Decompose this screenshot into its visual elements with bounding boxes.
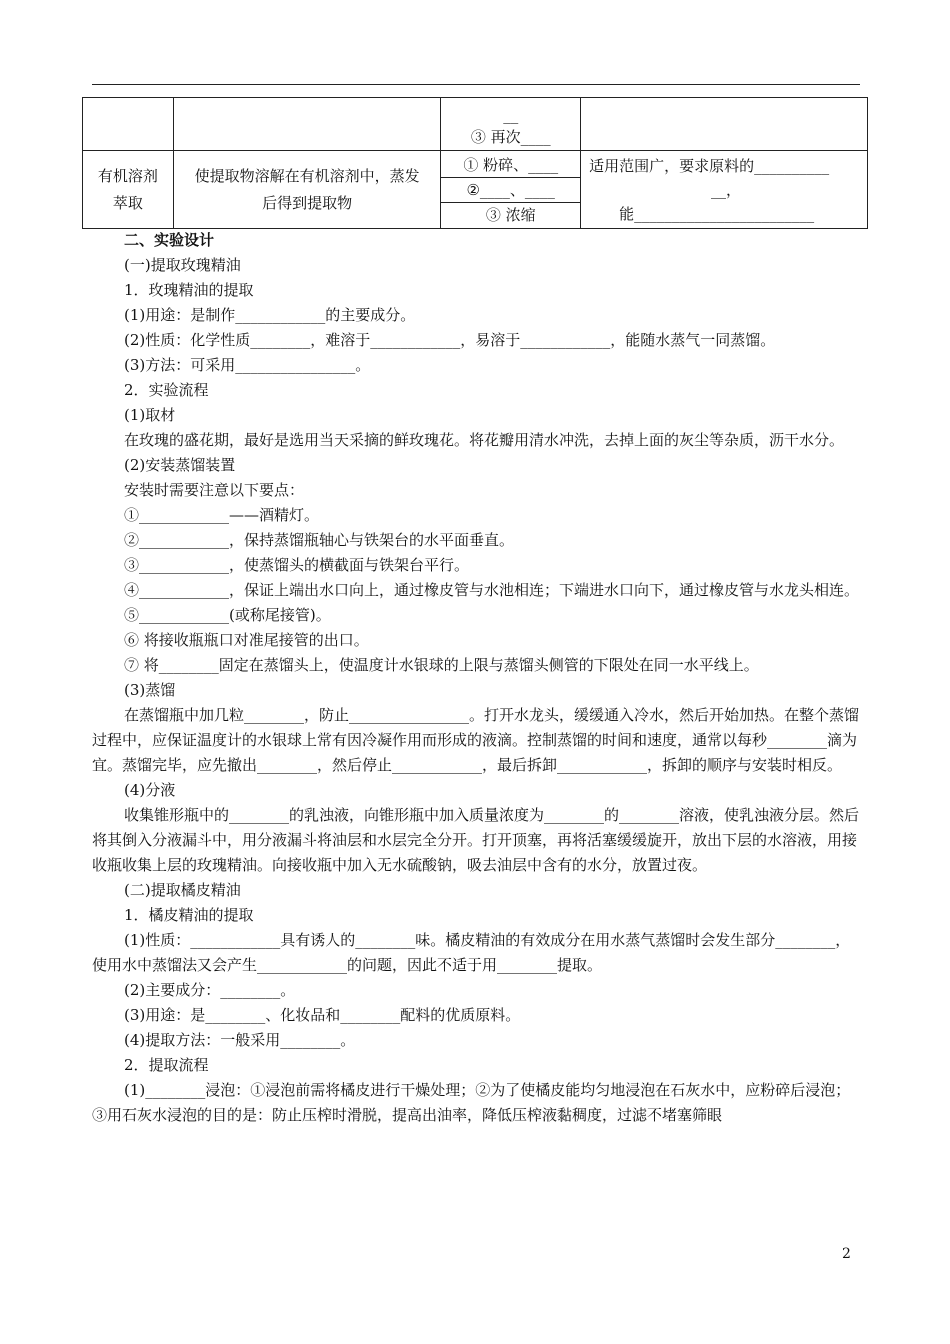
- text-line: ⑦ 将________固定在蒸馏头上，使温度计水银球的上限与蒸馏头侧管的下限处在同一水平线上。: [124, 656, 759, 674]
- text-line: (3)方法：可采用________________。: [124, 356, 371, 374]
- note-text: __，: [711, 180, 742, 199]
- text-line: ①____________——酒精灯。: [124, 506, 320, 524]
- method-table: [82, 97, 868, 229]
- text-line: (2)主要成分：________。: [124, 981, 296, 999]
- text-line: ③____________，使蒸馏头的横截面与铁架台平行。: [124, 556, 470, 574]
- text-line: (1)取材: [124, 406, 176, 424]
- paragraph: (1)性质：____________具有诱人的________味。橘皮精油的有效成分在用水蒸气蒸馏时会发生部分________，使用水中蒸馏法又会产生____________的问题，因此不适于用________提取。: [92, 931, 851, 974]
- text-line: ⑥ 将接收瓶瓶口对准尾接管的出口。: [124, 631, 369, 649]
- text-line: (2)安装蒸馏装置: [124, 456, 236, 474]
- text-line: (4)提取方法：一般采用________。: [124, 1031, 356, 1049]
- text-line: (3)用途：是________、化妆品和________配料的优质原料。: [124, 1006, 521, 1024]
- table-row: [83, 98, 868, 151]
- paragraph: ④____________，保证上端出水口向上，通过橡皮管与水池相连；下端进水口向下，通过橡皮管与水龙头相连。: [124, 581, 860, 599]
- text-line: (3)蒸馏: [124, 681, 176, 699]
- step-item: ②____、____: [441, 178, 580, 203]
- page-number: 2: [842, 1246, 851, 1262]
- table-cell-text: ③ 再次____: [470, 128, 551, 146]
- text-line: (1)用途：是制作____________的主要成分。: [124, 306, 416, 324]
- subsection-heading: (二)提取橘皮精油: [124, 881, 241, 899]
- section-heading: 二、实验设计: [124, 231, 215, 249]
- text-line: (2)性质：化学性质________，难溶于____________，易溶于____________，能随水蒸气一同蒸馏。: [124, 331, 776, 349]
- step-item: ① 粉碎、____: [441, 153, 580, 178]
- text-line: (4)分液: [124, 781, 176, 799]
- method-name: 有机溶剂: [97, 166, 158, 185]
- note-text: 适用范围广，要求原料的__________: [589, 156, 830, 175]
- text-line: 1．玫瑰精油的提取: [124, 281, 254, 299]
- document-body: [92, 228, 860, 1128]
- method-name: 萃取: [112, 193, 143, 212]
- header-rule: [92, 84, 860, 85]
- text-line: 2．提取流程: [124, 1056, 209, 1074]
- text-line: 2．实验流程: [124, 381, 209, 399]
- paragraph: 收集锥形瓶中的________的乳浊液，向锥形瓶中加入质量浓度为________的________溶液，使乳浊液分层。然后将其倒入分液漏斗中，用分液漏斗将油层和水层完全分开。打开顶塞，再将活塞缓缓旋开，放出下层的水溶液，用接收瓶收集上层的玫瑰精油。向接收瓶中加入无水硫酸钠，吸去油层中含有的水分，放置过夜。: [92, 806, 860, 874]
- note-text: 能________________________: [619, 204, 815, 223]
- table-row: [83, 151, 868, 229]
- text-line: 1．橘皮精油的提取: [124, 906, 254, 924]
- text-line: ⑤____________(或称尾接管)。: [124, 606, 331, 624]
- paragraph: (1)________浸泡：①浸泡前需将橘皮进行干燥处理；②为了使橘皮能均匀地浸泡在石灰水中，应粉碎后浸泡；③用石灰水浸泡的目的是：防止压榨时滑脱，提高出油率，降低压榨液黏稠度，过滤不堵塞筛眼: [92, 1081, 851, 1124]
- table-cell-text: __: [503, 106, 519, 124]
- paragraph: 在玫瑰的盛花期，最好是选用当天采摘的鲜玫瑰花。将花瓣用清水冲洗，去掉上面的灰尘等杂质，沥干水分。: [124, 431, 845, 449]
- principle-text: 使提取物溶解在有机溶剂中，蒸发: [194, 166, 420, 185]
- text-line: 安装时需要注意以下要点：: [124, 481, 305, 499]
- text-line: ②____________，保持蒸馏瓶轴心与铁架台的水平面垂直。: [124, 531, 515, 549]
- step-item: ③ 浓缩: [485, 205, 536, 224]
- subsection-heading: (一)提取玫瑰精油: [124, 256, 241, 274]
- principle-text: 后得到提取物: [262, 193, 353, 212]
- paragraph: 在蒸馏瓶中加几粒________，防止________________。打开水龙头，缓缓通入冷水，然后开始加热。在整个蒸馏过程中，应保证温度计的水银球上常有因冷凝作用而形成的液滴。控制蒸馏的时间和速度，通常以每秒________滴为宜。蒸馏完毕，应先撤出________，然后停止____________，最后拆卸____________，拆卸的顺序与安装时相反。: [92, 706, 860, 774]
